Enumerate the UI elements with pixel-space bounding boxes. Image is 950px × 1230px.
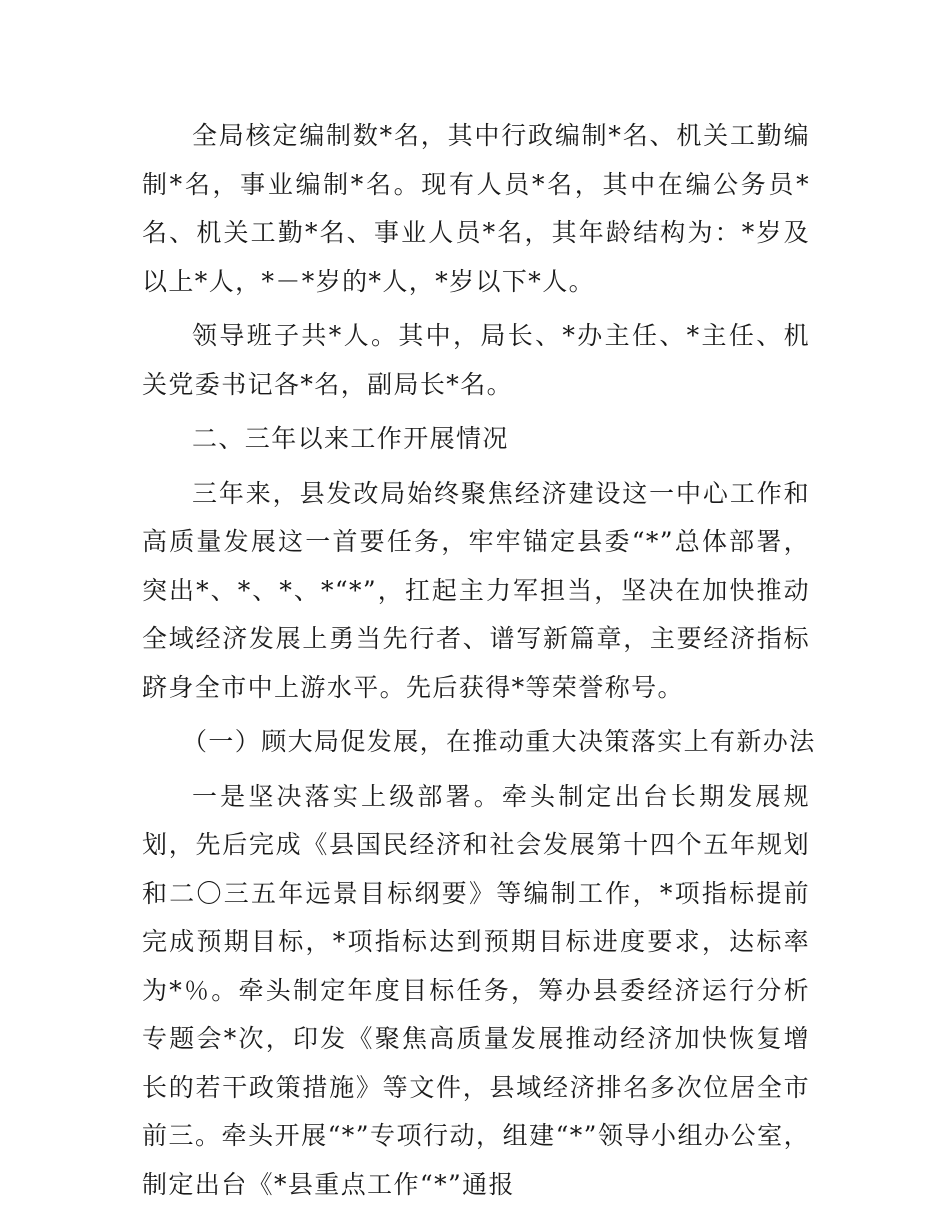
- document-body: [142, 112, 816, 1215]
- paragraph-three-years: 三年来，县发改局始终聚焦经济建设这一中心工作和高质量发展这一首要任务，牢牢锚定县委“*”总体部署，突出*、*、*、*“*”，扛起主力军担当，坚决在加快推动全域经济发展上勇当先行者、谱写新篇章，主要经济指标跻身全市中上游水平。先后获得*等荣誉称号。: [142, 478, 810, 702]
- subsection-heading-1: （一）顾大局促发展，在推动重大决策落实上有新办法: [182, 727, 816, 756]
- section-heading-2: 二、三年以来工作开展情况: [192, 424, 509, 453]
- paragraph-implementation: 一是坚决落实上级部署。牵头制定出台长期发展规划，先后完成《县国民经济和社会发展第十四个五年规划和二〇三五年远景目标纲要》等编制工作，*项指标提前完成预期目标，*项指标达到预期目标进度要求，达标率为*％。牵头制定年度目标任务，筹办县委经济运行分析专题会*次，印发《聚焦高质量发展推动经济加快恢复增长的若干政策措施》等文件，县域经济排名多次位居全市前三。牵头开展“*”专项行动，组建“*”领导小组办公室，制定出台《*县重点工作“*”通报: [142, 781, 810, 1199]
- paragraph-leadership: 领导班子共*人。其中，局长、*办主任、*主任、机关党委书记各*名，副局长*名。: [142, 321, 810, 399]
- paragraph-staffing: 全局核定编制数*名，其中行政编制*名、机关工勤编制*名，事业编制*名。现有人员*名，其中在编公务员*名、机关工勤*名、事业人员*名，其年龄结构为：*岁及以上*人，*－*岁的*人，*岁以下*人。: [142, 121, 810, 296]
